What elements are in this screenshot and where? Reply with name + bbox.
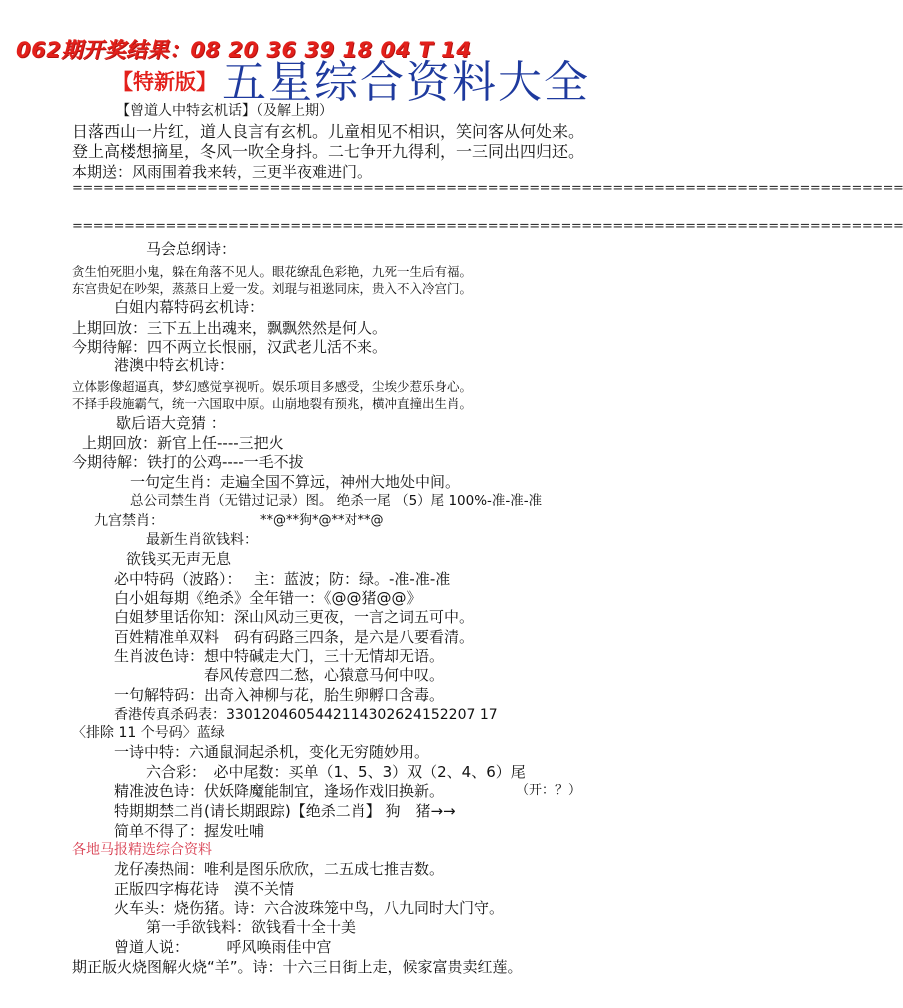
text-line: 六合彩： 必中尾数：买单（1、5、3）双（2、4、6）尾 [146,763,526,781]
text-line: 〈排除 11 个号码〉蓝绿 [72,725,225,741]
edition-tag: 【特新版】 [112,70,217,94]
poem-line: 不择手段施霸气，统一六国取中原。山崩地裂有预兆，横冲直撞出生肖。 [72,396,473,411]
text-line: 欲钱买无声无息 [126,550,232,568]
text-line: 上期回放：新官上任----三把火 [82,434,284,452]
text-label: 九宫禁肖： [94,513,164,529]
text-line: 精准波色诗：伏妖降魔能制宜，逢场作戏旧换新。 [114,782,445,800]
section-heading: 白姐内幕特码玄机诗： [114,298,265,316]
section-heading: 港澳中特玄机诗： [114,356,235,374]
text-line: 火车头：烧伤猪。诗：六合波珠笼中鸟，八九同时大门守。 [114,899,505,917]
text-line: 正版四字梅花诗 漠不关情 [114,880,295,898]
text-line: 一句定生肖：走遍全国不算远，神州大地处中间。 [130,473,461,491]
text-line: 白小姐每期《绝杀》全年错一：《@@猪@@》 [114,589,422,607]
text-line: 期正版火烧图解火烧“羊”。诗：十六三日街上走，候家富贵卖红莲。 [72,958,523,976]
poem-line: 登上高楼想摘星，冬风一吹全身抖。二七争开九得利，一三同出四归还。 [72,142,585,161]
section-heading: 歇后语大竞猜 ： [116,414,226,432]
text-line: 简单不得了：握发吐哺 [114,822,265,840]
text-value: 主：蓝波；防：绿。-准-准-准 [254,570,451,588]
poem-line: 东宫贵妃在吵架，蒸蒸日上爱一发。刘琨与祖逖同床，贵入不入冷宫门。 [72,281,473,296]
divider: ================================================================================ [72,181,903,196]
text-line: 一诗中特：六通鼠洞起杀机，变化无穷随妙用。 [114,743,430,761]
text-line: 今期待解：四不两立长恨丽，汉武老儿活不来。 [72,338,388,356]
text-line: 一句解特码：出奇入神柳与花，胎生卵孵口含毒。 [114,686,445,704]
section-heading: 最新生肖欲钱料： [146,532,258,548]
text-line: 春风传意四二愁，心猿意马何中叹。 [204,666,445,684]
riddle-heading: 【曾道人中特玄机话】（及解上期） [116,103,333,119]
poem-line: 贪生怕死胆小鬼，躲在角落不见人。眼花缭乱色彩艳，九死一生后有福。 [72,264,473,279]
text-line: 白姐梦里话你知：深山风动三更夜，一言之词五可中。 [114,608,475,626]
poem-line: 本期送：风雨围着我来转，三更半夜难进门。 [72,163,373,181]
section-heading: 各地马报精选综合资料 [72,842,212,858]
text-value: （开：？） [516,783,582,798]
text-line: 生肖波色诗：想中特碱走大门，三十无情却无语。 [114,647,445,665]
poem-line: 日落西山一片红，道人良言有玄机。儿童相见不相识，笑问客从何处来。 [72,122,585,141]
divider: ================================================================================ [72,219,903,234]
text-value: **@**狗*@**对**@ [260,513,384,528]
text-label: 必中特码（波路）： [114,570,242,588]
text-line: 今期待解：铁打的公鸡----一毛不拔 [72,453,304,471]
draw-result-banner: 062期开奖结果：08 20 36 39 18 04 T 14 [16,38,472,62]
text-line: 曾道人说： 呼风唤雨佳中宫 [114,938,332,956]
section-heading: 马会总纲诗： [146,240,237,258]
text-line: 上期回放：三下五上出魂来，飘飘然然是何人。 [72,319,388,337]
text-line: 特期期禁二肖(请长期跟踪)【绝杀二肖】 狗 猪→→ [114,802,456,820]
text-line: 百姓精准单双料 码有码路三四条，是六是八要看清。 [114,628,475,646]
page-title: 五星综合资料大全 [222,57,590,108]
text-line: 龙仔凑热闹：唯利是图乐欣欣，二五成七推吉数。 [114,860,445,878]
text-line: 第一手欲钱料：欲钱看十全十美 [146,918,357,936]
poem-line: 立体影像超逼真，梦幻感觉享视听。娱乐项目多感受，尘埃少惹乐身心。 [72,379,473,394]
text-line: 总公司禁生肖（无错过记录）图。 绝杀一尾 （5）尾 100%-准-准-准 [130,493,543,509]
text-line: 香港传真杀码表：3301204605442114302624152207 17 [114,707,498,723]
